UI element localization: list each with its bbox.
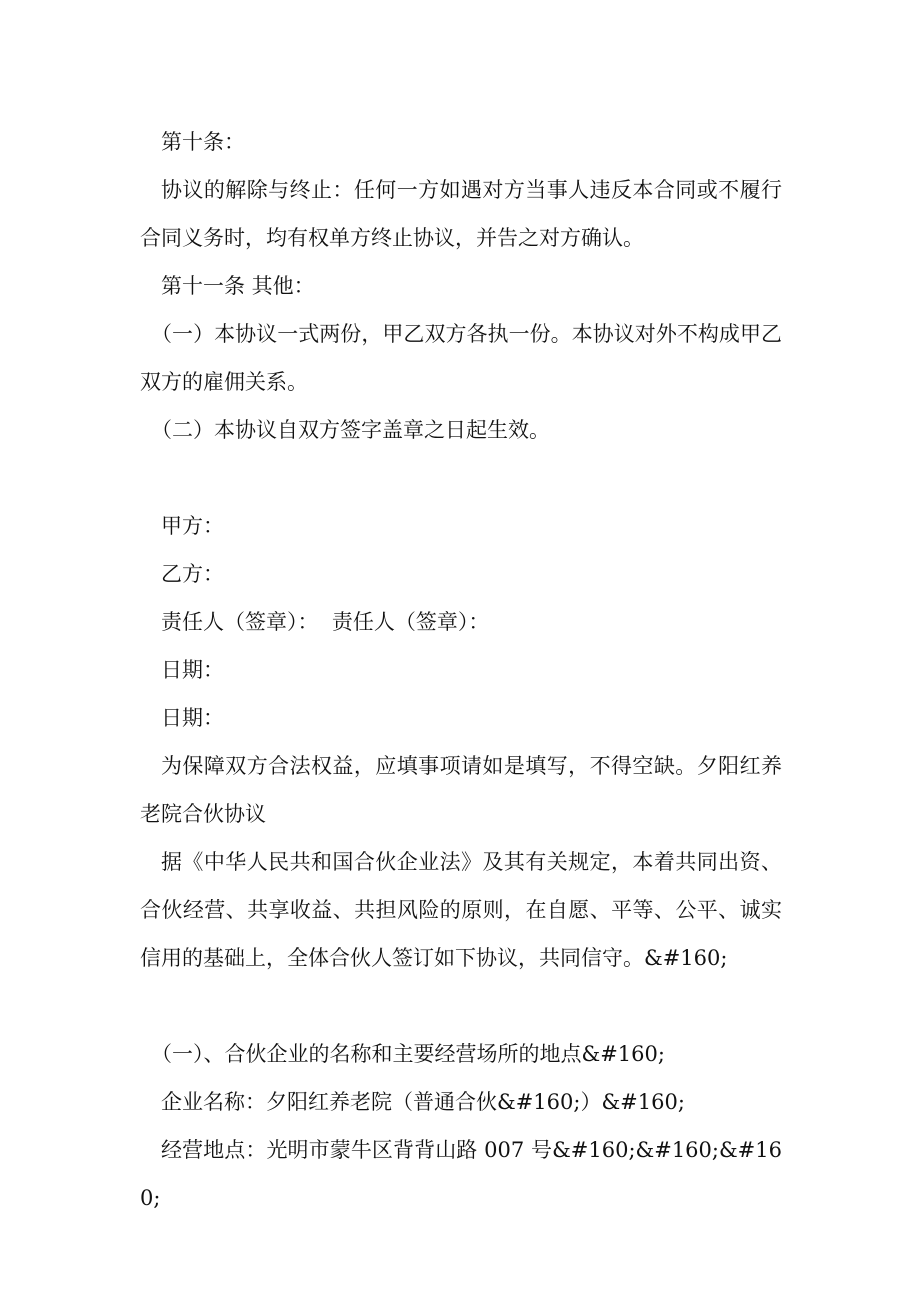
clause-2: （二）本协议自双方签字盖章之日起生效。 xyxy=(151,418,550,442)
blank-line xyxy=(140,982,782,1030)
blank-line xyxy=(140,454,782,502)
article-10-heading: 第十条： xyxy=(161,130,245,154)
party-b-label: 乙方： xyxy=(161,562,224,586)
section-1-heading: （一）、合伙企业的名称和主要经营场所的地点&#160; xyxy=(151,1042,665,1066)
company-name-line: 企业名称：夕阳红养老院（普通合伙&#160;）&#160; xyxy=(161,1090,685,1114)
signatories-line: 责任人（签章）： 责任人（签章）： xyxy=(161,610,490,634)
article-10-text: 协议的解除与终止：任何一方如遇对方当事人违反本合同或不履行合同义务时，均有权单方终止协议，并告之对方确认。 xyxy=(140,178,782,250)
preamble-paragraph: 据《中华人民共和国合伙企业法》及其有关规定，本着共同出资、合伙经营、共享收益、共担风险的原则，在自愿、平等、公平、诚实信用的基础上，全体合伙人签订如下协议，共同信守。&#160; xyxy=(140,850,782,970)
document-body xyxy=(140,118,782,1222)
date-line-2: 日期： xyxy=(161,706,224,730)
party-a-label: 甲方： xyxy=(161,514,224,538)
business-address-line: 经营地点：光明市蒙牛区背背山路 007 号&#160;&#160;&#160; xyxy=(140,1138,782,1210)
clause-1: （一）本协议一式两份，甲乙双方各执一份。本协议对外不构成甲乙双方的雇佣关系。 xyxy=(140,322,782,394)
notice-paragraph: 为保障双方合法权益，应填事项请如是填写，不得空缺。夕阳红养老院合伙协议 xyxy=(140,754,782,826)
date-line-1: 日期： xyxy=(161,658,224,682)
article-11-heading: 第十一条 其他： xyxy=(161,274,315,298)
